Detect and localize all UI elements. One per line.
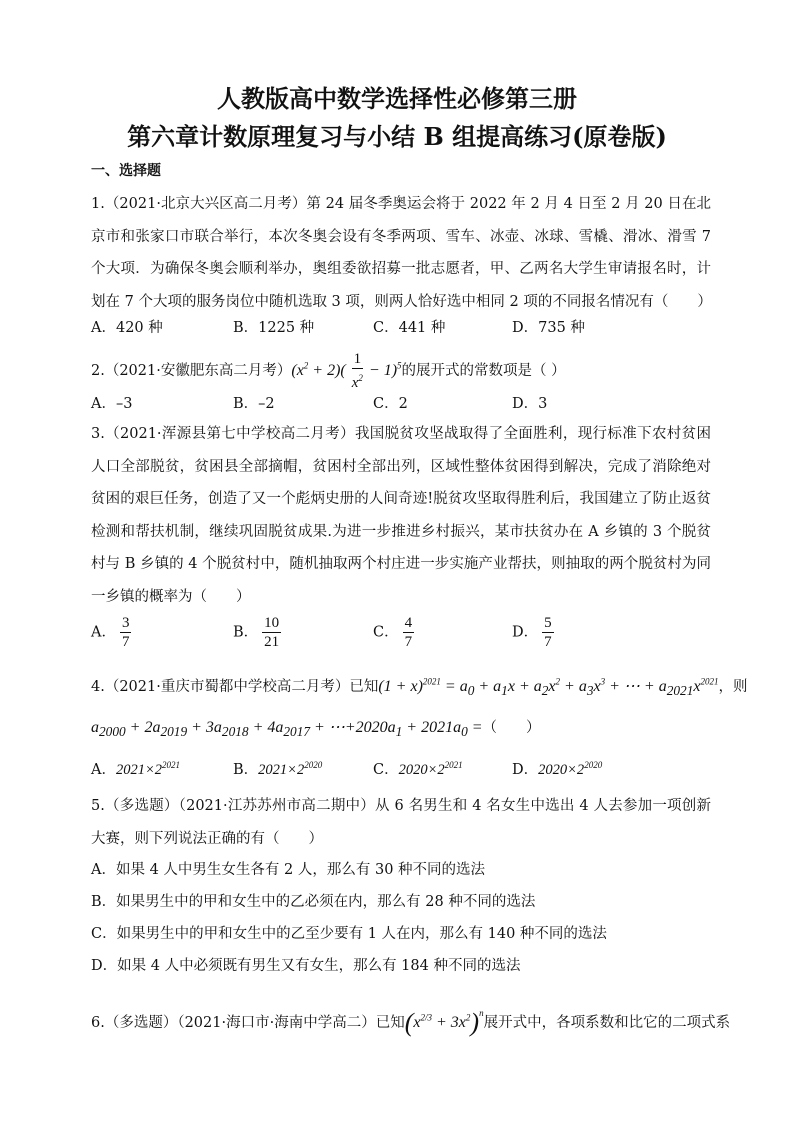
q4-suffix: ，则 [718,679,748,695]
question-6-text: 6.（多选题）（2021·海口市·海南中学高二）已知$(x^{2/3} + 3x^2)^n$展开式中，各项系数和比它的二项式系 [91,1008,731,1037]
q2-fraction: $\frac{1}{x^2}$ [351,351,363,391]
q4-option-b: B．$2021\times 2^{2020}$ [233,760,323,778]
q6-suffix: 展开式中，各项系数和比它的二项式系 [483,1015,731,1031]
q3-option-d: D． $\frac{5}{7}$ [512,615,552,650]
q4-prefix: 4.（2021·重庆市蜀都中学校高二月考）已知 [91,679,379,695]
q1-option-c: C．441 种 [373,320,446,336]
title-line-2: 第六章计数原理复习与小结 B 组提高练习(原卷版) [127,122,667,151]
q2-option-c: C．2 [373,396,408,412]
q5-option-d: D．如果 4 人中必须既有男生又有女生，那么有 184 种不同的选法 [91,958,521,974]
q6-prefix: 6.（多选题）（2021·海口市·海南中学高二）已知 [91,1015,405,1031]
question-5-text: 5.（多选题）（2021·江苏苏州市高二期中）从 6 名男生和 4 名女生中选出 4 人去参加一项创新大赛，则下列说法正确的有（ ） [91,798,711,847]
q4-option-a: A．$2021\times 2^{2021}$ [91,760,181,778]
q4-formula: $(1 + x)^{2021} = a_0 + a_1x + a_2x^2 + a_3x^3$ + ⋯ + $a_{2021}x^{2021}$ [378,676,719,699]
question-4-expression: $a_{2000} + 2a_{2019} + 3a_{2018} + 4a_{2017}$ + $\cdots+2020a_1 + 2021a_0$ =（ ） [91,719,541,740]
q4-tail: （ ） [482,720,541,736]
q4-option-c: C．$2020\times 2^{2021}$ [373,760,463,778]
q1-option-a: A．420 种 [91,320,163,336]
q5-option-c: C．如果男生中的甲和女生中的乙至少要有 1 人在内，那么有 140 种不同的选法 [91,926,607,942]
q3-option-a: A． $\frac{3}{7}$ [91,615,130,650]
question-2-text: 2.（2021·安徽肥东高二月考）$(x^2 + 2)$( $\frac{1}{x^2}$ − 1)$^5$的展开式的常数项是（ ） [91,351,566,391]
q1-option-d: D．735 种 [512,320,585,336]
q2-prefix: 2.（2021·安徽肥东高二月考） [91,363,292,379]
q6-formula: $x^{2/3} + 3x^2$ [413,1012,471,1031]
title-line-1: 人教版高中数学选择性必修第三册 [217,84,577,113]
q3-option-b: B． $\frac{10}{21}$ [233,615,280,650]
q2-option-a: A．–3 [91,396,133,412]
q2-option-d: D．3 [512,396,548,412]
q2-formula: $(x^2 + 2)$( [291,360,346,379]
q5-option-b: B．如果男生中的甲和女生中的乙必须在内，那么有 28 种不同的选法 [91,894,536,910]
q3-option-c: C． $\frac{4}{7}$ [373,615,413,650]
section-heading: 一、选择题 [91,163,161,179]
q4-option-d: D．$2020\times 2^{2020}$ [512,760,603,778]
q2-option-b: B．–2 [233,396,275,412]
q1-option-b: B．1225 种 [233,320,315,336]
question-4-text [91,675,747,699]
q5-option-a: A．如果 4 人中男生女生各有 2 人，那么有 30 种不同的选法 [91,862,486,878]
question-3-text: 3.（2021·浑源县第七中学校高二月考）我国脱贫攻坚战取得了全面胜利，现行标准下农村贫困人口全部脱贫，贫困县全部摘帽，贫困村全部出列，区域性整体贫困得到解决，完成了消除绝对贫困的艰巨任务，创造了又一个彪炳史册的人间奇迹!脱贫攻坚取得胜利后，我国建立了防止返贫检测和帮扶机制，继续巩固脱贫成果.为进一步推进乡村振兴，某市扶贫办在 A 乡镇的 3 个脱贫村与 B 乡镇的 4 个脱贫村中，随机抽取两个村庄进一步实施产业帮扶，则抽取的两个脱贫村为同一乡镇的概率为（ ） [91,426,711,605]
q2-suffix: 的展开式的常数项是（ ） [401,363,566,379]
question-1-text: 1.（2021·北京大兴区高二月考）第 24 届冬季奥运会将于 2022 年 2 月 4 日至 2 月 20 日在北京市和张家口市联合举行，本次冬奥会设有冬季两项、雪车、冰壶、冰球、雪橇、滑冰、滑雪 7 个大项．为确保冬奥会顺利举办，奥组委欲招募一批志愿者，甲、乙两名大学生审请报名时，计划在 7 个大项的服务岗位中随机选取 3 项，则两人恰好选中相同 2 项的不同报名情况有（ ） [91,196,712,310]
